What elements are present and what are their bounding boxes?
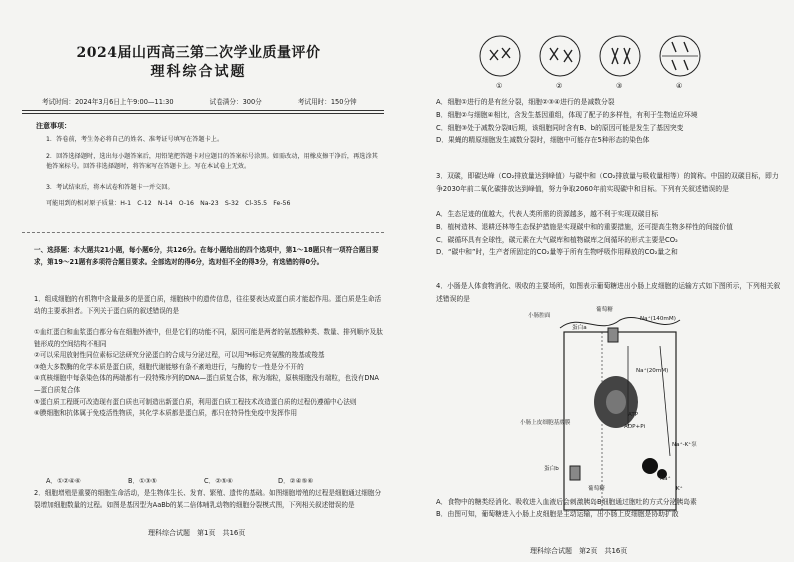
- question-3-stem: 3．双碳，即碳达峰（CO₂排放量达到峰值）与碳中和（CO₂排放量与吸收量相等）的简称。中国的双碳目标，即力争2030年前二氧化碳排放达到峰值，努力争取2060年前实现碳中和目标。下列有关叙述错误的是: [436, 172, 779, 193]
- note-atomic-masses: 可能用到的相对原子质量：H-1 C-12 N-14 O-16 Na-23 S-32 Cl-35.5 Fe-56: [46, 200, 291, 207]
- label-protein-b: 蛋白b: [544, 466, 559, 472]
- note-3: 3．考试结束后，将本试卷和答题卡一并交回。: [46, 184, 174, 191]
- label-protein-a: 蛋白a: [572, 325, 587, 331]
- label-na: Na⁺: [660, 476, 671, 482]
- section-1-instructions: 一、选择题：本大题共21小题，每小题6分，共126分。在每小题给出的四个选项中，第1～18题只有一项符合题目要求，第19～21题有多项符合题目要求。全部选对的得6分，选对但不全的得3分，有选错的得0分。: [34, 246, 379, 267]
- question-1-statements: [34, 327, 384, 420]
- label-pump: Na⁺-K⁺泵: [672, 442, 697, 448]
- cell-2: [540, 36, 580, 76]
- q3-options: [436, 208, 782, 259]
- cell-label-1: ①: [496, 82, 503, 90]
- label-glucose-b: 葡萄糖: [588, 486, 605, 492]
- cell-label-4: ④: [676, 82, 683, 90]
- q4-option-a: A．食物中的糖类经消化、吸收进入血液后会刺激胰岛B细胞通过胞吐的方式分泌胰岛素: [436, 498, 697, 506]
- question-4-stem: 4．小肠是人体食物消化、吸收的主要场所，如图表示葡萄糖进出小肠上皮细胞的运输方式如下图所示，下列相关叙述错误的是: [436, 282, 781, 303]
- q2-option-d: D．果蝇的精原细胞发生减数分裂时，细胞中可能存在5种形态的染色体: [436, 136, 650, 145]
- exam-duration: 考试用时：150分钟: [297, 98, 357, 106]
- cell-1: [480, 36, 520, 76]
- exam-time: 考试时间：2024年3月6日上午9:00—11:30: [42, 98, 174, 106]
- label-lumen: 小肠腔面: [528, 313, 551, 319]
- q3-option-d: D．“碳中和”时，生产者所固定的CO₂量等于所有生物呼吸作用释放的CO₂量之和: [436, 248, 678, 257]
- statement-3: ③绝大多数酶的化学本质是蛋白质，细胞代谢能够有条不紊地进行，与酶的专一性是分不开的: [34, 362, 304, 371]
- q1-option-d: D．②④⑤⑥: [278, 477, 314, 485]
- footer-right: 理科综合试题 第2页 共16页: [530, 547, 628, 555]
- label-na-inside: Na⁺(20mM): [636, 368, 669, 374]
- q2-option-b: B．细胞②与细胞④相比，含发生基因重组，体现了配子的多样性，有利于生物适应环境: [436, 110, 698, 119]
- intestinal-transport-diagram: [520, 306, 720, 516]
- cell-3: [600, 36, 640, 76]
- q2-option-c: C．细胞③处于减数分裂Ⅱ后期，该细胞同时含有B、b的原因可能是发生了基因突变: [436, 123, 684, 132]
- q3-option-b: B．植树造林、退耕还林等生态保护措施是实现碳中和的重要措施，还可提高生物多样性的间接价值: [436, 222, 733, 231]
- notes-heading: 注意事项：: [36, 122, 71, 130]
- q3-option-a: A．生态足迹的值越大，代表人类所需的资源越多，越不利于实现双碳目标: [436, 210, 659, 218]
- exam-title: 2024届山西高三第二次学业质量评价: [76, 45, 321, 61]
- note-2: 2．回答选择题时，选出每小题答案后，用铅笔把答题卡对应题目的答案标号涂黑。如需改动，用橡皮擦干净后，再选涂其他答案标号。回答非选择题时，将答案写在答题卡上。写在本试卷上无效。: [46, 153, 378, 170]
- question-1-stem: 1．组成细胞的有机物中含量最多的是蛋白质，细胞核中的遗传信息，往往要表达成蛋白质才能起作用。蛋白质是生命活动的主要承担者。下列关于蛋白质的叙述错误的是: [34, 295, 382, 316]
- q2-option-a: A．细胞①进行的是有丝分裂，细胞②③④进行的是减数分裂: [436, 98, 615, 106]
- label-k: K⁺: [676, 486, 683, 492]
- q1-option-c: C．②⑤⑥: [204, 477, 233, 485]
- label-basal-membrane: 小肠上皮细胞基底膜: [520, 420, 571, 426]
- label-na-outside: Na⁺(140mM): [640, 316, 676, 322]
- question-2-stem: 2．细胞增殖是重要的细胞生命活动，是生物体生长、发育、繁殖、遗传的基础。如图细胞增殖的过程是细胞通过细胞分裂增加细胞数量的过程。如图是基因型为AaBb的某二倍体哺乳动物的细胞分裂模式图，下列相关叙述错误的是: [34, 489, 382, 509]
- q3-option-c: C．碳循环具有全球性，碳元素在大气碳库和植物碳库之间循环的形式主要是CO₂: [436, 235, 678, 244]
- note-1: 1．答卷前，考生务必将自己的姓名、准考证号填写在答题卡上。: [46, 136, 224, 143]
- exam-subtitle: 理科综合试题: [150, 64, 247, 80]
- exam-score: 试卷满分：300分: [209, 98, 262, 106]
- statement-6: ⑥膜细胞和抗体属于免疫活性物质，其化学本质都是蛋白质，都只在特异性免疫中发挥作用: [34, 409, 298, 418]
- q4-option-b: B．由图可知，葡萄糖进入小肠上皮细胞是主动运输，出小肠上皮细胞是协助扩散: [436, 510, 679, 518]
- q1-option-a: A．①②④⑥: [46, 477, 81, 485]
- label-adp: ADP+Pi: [624, 424, 645, 430]
- statement-5: ⑤蛋白质工程既可改造现有蛋白质也可制造出新蛋白质，利用蛋白质工程技术改造蛋白质的过程仍遵循中心法则: [34, 397, 357, 406]
- statement-4: ④真核细胞中每条染色体的两端都有一段特殊序列的DNA—蛋白质复合体，称为端粒，原核细胞没有端粒，也没有DNA—蛋白质复合体: [34, 374, 379, 394]
- q1-option-b: B．①③⑤: [128, 477, 157, 485]
- cell-4: [660, 36, 700, 76]
- cell-division-figure: [478, 34, 728, 82]
- cell-label-2: ②: [556, 82, 563, 90]
- label-atp: ATP: [628, 412, 639, 418]
- label-glucose: 葡萄糖: [596, 307, 613, 313]
- statement-2: ②可以采用放射性同位素标记法研究分泌蛋白的合成与分泌过程，可以用³H标记亮氨酸的羧基或羧基: [34, 351, 325, 360]
- divider: [22, 113, 384, 114]
- footer-left: 理科综合试题 第1页 共16页: [148, 529, 246, 537]
- statement-1: ①血红蛋白和血浆蛋白都分布在细胞外液中，但是它们的功能不同，原因可能是两者的氨基酸种类、数量、排列顺序及肽链形成的空间结构不相同: [34, 328, 383, 348]
- q4-options: [436, 496, 782, 520]
- divider: [22, 110, 384, 111]
- cell-label-3: ③: [616, 82, 623, 90]
- divider: [22, 232, 384, 233]
- exam-meta: [42, 96, 357, 106]
- q2-options: [436, 96, 782, 147]
